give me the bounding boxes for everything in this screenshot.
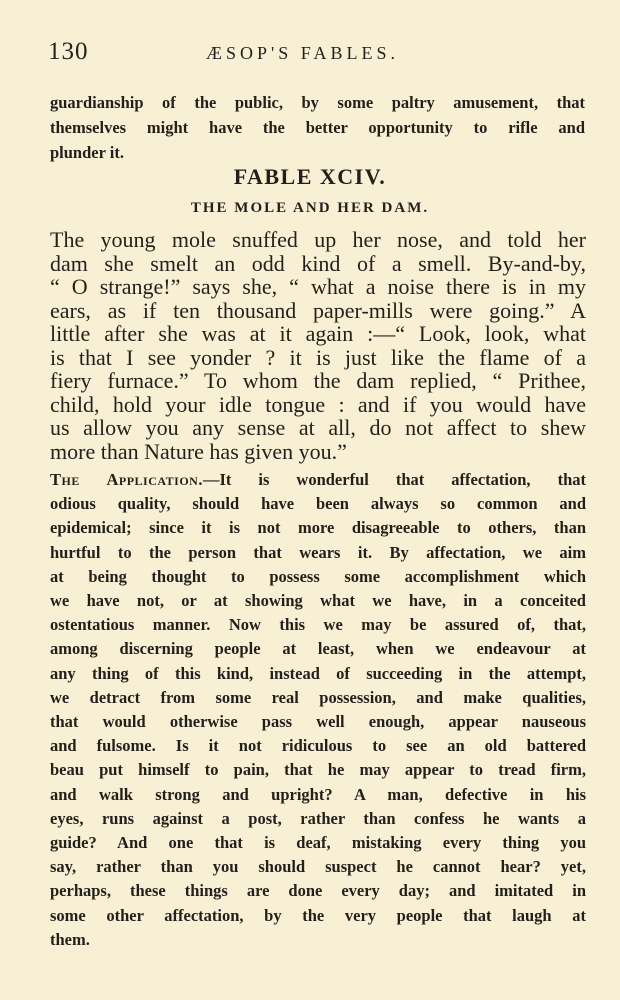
application-paragraph xyxy=(50,468,586,952)
fable-line: us allow you any sense at all, do not affect to shew xyxy=(50,415,586,440)
fable-number-heading: FABLE XCIV. xyxy=(233,164,387,189)
fable-line: “ O strange!” says she, “ what a noise there is in my xyxy=(50,274,586,299)
text-line: guardianship of the public, by some paltry amusement, that xyxy=(50,93,585,112)
application-line: and fulsome. Is it not ridiculous to see an old battered xyxy=(50,736,586,756)
application-line: any thing of this kind, instead of succeeding in the attempt, xyxy=(50,663,586,683)
page-number: 130 xyxy=(48,38,89,65)
application-line: beau put himself to pain, that he may appear to tread firm, xyxy=(50,760,586,780)
application-line: epidemical; since it is not more disagreeable to others, than xyxy=(50,518,586,538)
application-line: eyes, runs against a post, rather than confess he wants a xyxy=(50,808,586,828)
application-label: The Application. xyxy=(50,470,203,489)
fable-line: little after she was at it again :—“ Look, look, what xyxy=(50,321,586,346)
application-line-text: —It is wonderful that affectation, that xyxy=(202,470,586,489)
application-line: ostentatious manner. Now this we may be assured of, that, xyxy=(50,615,586,635)
application-line: them. xyxy=(50,929,90,949)
application-line: say, rather than you should suspect he cannot hear? yet, xyxy=(50,857,586,877)
application-line xyxy=(50,468,586,492)
application-line: we have not, or at showing what we have, in a conceited xyxy=(50,591,586,611)
text-line: themselves might have the better opportunity to rifle and xyxy=(50,118,585,137)
application-line: guide? And one that is deaf, mistaking every thing you xyxy=(50,833,586,853)
application-line: among discerning people at least, when we endeavour at xyxy=(50,639,586,659)
application-line: and walk strong and upright? A man, defective in his xyxy=(50,784,586,804)
text-line: plunder it. xyxy=(50,143,124,162)
continued-paragraph xyxy=(50,90,585,165)
application-line: at being thought to possess some accomplishment which xyxy=(50,566,586,586)
application-line: that would otherwise pass well enough, appear nauseous xyxy=(50,712,586,732)
application-line: some other affectation, by the very people that laugh at xyxy=(50,905,586,925)
book-title: ÆSOP'S FABLES. xyxy=(206,43,399,63)
fable-line: dam she smelt an odd kind of a smell. By-and-by, xyxy=(50,250,586,276)
application-line: we detract from some real possession, and make qualities, xyxy=(50,687,586,707)
application-line: odious quality, should have been always so common and xyxy=(50,494,586,514)
running-head xyxy=(48,38,588,74)
fable-line: is that I see yonder ? it is just like the flame of a xyxy=(50,344,586,370)
application-line: perhaps, these things are done every day; and imitated in xyxy=(50,881,586,901)
fable-title-heading: THE MOLE AND HER DAM. xyxy=(190,200,430,216)
fable-line: child, hold your idle tongue : and if you would have xyxy=(50,391,586,417)
fable-body xyxy=(50,228,586,463)
application-line: hurtful to the person that wears it. By affectation, we aim xyxy=(50,542,586,562)
fable-line: fiery furnace.” To whom the dam replied, “ Prithee, xyxy=(50,368,586,393)
fable-line: ears, as if ten thousand paper-mills were going.” A xyxy=(50,297,586,323)
fable-line: The young mole snuffed up her nose, and told her xyxy=(50,227,586,252)
fable-line: more than Nature has given you.” xyxy=(50,438,347,464)
